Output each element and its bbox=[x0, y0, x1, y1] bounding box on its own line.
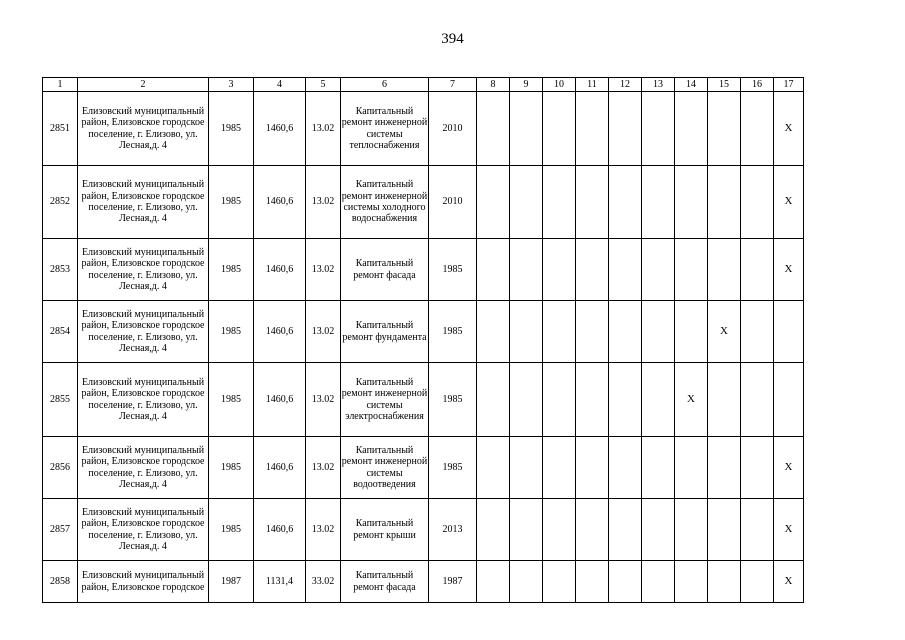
area-cell: 1460,6 bbox=[254, 239, 306, 301]
work-year-cell: 2013 bbox=[429, 499, 477, 561]
mark-cell bbox=[675, 239, 708, 301]
row-number-cell: 2852 bbox=[43, 166, 78, 239]
column-number-header: 15 bbox=[708, 78, 741, 92]
mark-cell bbox=[675, 437, 708, 499]
mark-cell bbox=[510, 166, 543, 239]
work-type-cell: Капитальный ремонт крыши bbox=[341, 499, 429, 561]
area-cell: 1131,4 bbox=[254, 561, 306, 603]
mark-cell bbox=[543, 437, 576, 499]
mark-cell bbox=[609, 92, 642, 166]
column-number-header: 6 bbox=[341, 78, 429, 92]
mark-cell bbox=[741, 363, 774, 437]
table-row bbox=[43, 437, 804, 499]
mark-cell bbox=[741, 166, 774, 239]
work-type-cell: Капитальный ремонт фасада bbox=[341, 561, 429, 603]
address-cell: Елизовский муниципальный район, Елизовское городское поселение, г. Елизово, ул. Лесная,д. 4 bbox=[78, 437, 209, 499]
mark-cell bbox=[510, 363, 543, 437]
mark-cell bbox=[741, 301, 774, 363]
mark-cell bbox=[510, 437, 543, 499]
row-number-cell: 2857 bbox=[43, 499, 78, 561]
mark-cell bbox=[543, 499, 576, 561]
address-cell: Елизовский муниципальный район, Елизовское городское bbox=[78, 561, 209, 603]
year-built-cell: 1985 bbox=[209, 92, 254, 166]
mark-cell bbox=[576, 239, 609, 301]
column-number-header: 7 bbox=[429, 78, 477, 92]
work-year-cell: 1985 bbox=[429, 363, 477, 437]
area-cell: 1460,6 bbox=[254, 92, 306, 166]
mark-cell: X bbox=[774, 561, 804, 603]
mark-cell bbox=[510, 239, 543, 301]
mark-cell bbox=[477, 561, 510, 603]
work-year-cell: 1987 bbox=[429, 561, 477, 603]
mark-cell bbox=[708, 561, 741, 603]
mark-cell: X bbox=[774, 239, 804, 301]
row-number-cell: 2855 bbox=[43, 363, 78, 437]
mark-cell bbox=[609, 499, 642, 561]
column-number-header: 17 bbox=[774, 78, 804, 92]
mark-cell bbox=[543, 561, 576, 603]
work-year-cell: 2010 bbox=[429, 166, 477, 239]
mark-cell bbox=[642, 92, 675, 166]
mark-cell bbox=[642, 239, 675, 301]
mark-cell bbox=[675, 166, 708, 239]
mark-cell bbox=[477, 301, 510, 363]
mark-cell bbox=[477, 166, 510, 239]
work-year-cell: 2010 bbox=[429, 92, 477, 166]
column-number-header: 9 bbox=[510, 78, 543, 92]
work-year-cell: 1985 bbox=[429, 239, 477, 301]
table-row bbox=[43, 301, 804, 363]
mark-cell bbox=[708, 92, 741, 166]
work-type-cell: Капитальный ремонт фундамента bbox=[341, 301, 429, 363]
work-type-cell: Капитальный ремонт инженерной системы водоотведения bbox=[341, 437, 429, 499]
address-cell: Елизовский муниципальный район, Елизовское городское поселение, г. Елизово, ул. Лесная,д. 4 bbox=[78, 499, 209, 561]
mark-cell bbox=[477, 437, 510, 499]
mark-cell bbox=[642, 499, 675, 561]
mark-cell bbox=[609, 301, 642, 363]
column-number-header: 13 bbox=[642, 78, 675, 92]
mark-cell bbox=[642, 363, 675, 437]
mark-cell bbox=[774, 363, 804, 437]
mark-cell bbox=[774, 301, 804, 363]
mark-cell bbox=[576, 499, 609, 561]
mark-cell bbox=[609, 561, 642, 603]
mark-cell bbox=[708, 239, 741, 301]
mark-cell: X bbox=[774, 499, 804, 561]
mark-cell bbox=[642, 301, 675, 363]
area-cell: 1460,6 bbox=[254, 363, 306, 437]
row-number-cell: 2851 bbox=[43, 92, 78, 166]
work-type-cell: Капитальный ремонт инженерной системы теплоснабжения bbox=[341, 92, 429, 166]
table-row bbox=[43, 561, 804, 603]
column-number-header: 3 bbox=[209, 78, 254, 92]
code-cell: 13.02 bbox=[306, 363, 341, 437]
column-number-header: 11 bbox=[576, 78, 609, 92]
code-cell: 13.02 bbox=[306, 437, 341, 499]
mark-cell bbox=[675, 92, 708, 166]
mark-cell bbox=[510, 301, 543, 363]
mark-cell bbox=[642, 437, 675, 499]
column-number-header: 8 bbox=[477, 78, 510, 92]
mark-cell bbox=[510, 499, 543, 561]
column-number-header: 10 bbox=[543, 78, 576, 92]
mark-cell bbox=[543, 301, 576, 363]
mark-cell bbox=[543, 239, 576, 301]
column-number-header: 16 bbox=[741, 78, 774, 92]
mark-cell bbox=[741, 92, 774, 166]
mark-cell bbox=[543, 92, 576, 166]
page-number: 394 bbox=[441, 31, 464, 47]
year-built-cell: 1985 bbox=[209, 166, 254, 239]
area-cell: 1460,6 bbox=[254, 437, 306, 499]
mark-cell bbox=[741, 561, 774, 603]
mark-cell: X bbox=[774, 437, 804, 499]
mark-cell bbox=[741, 499, 774, 561]
row-number-cell: 2853 bbox=[43, 239, 78, 301]
mark-cell bbox=[576, 92, 609, 166]
mark-cell bbox=[576, 437, 609, 499]
mark-cell bbox=[510, 92, 543, 166]
header-row bbox=[43, 78, 804, 92]
mark-cell bbox=[510, 561, 543, 603]
address-cell: Елизовский муниципальный район, Елизовское городское поселение, г. Елизово, ул. Лесная,д. 4 bbox=[78, 301, 209, 363]
mark-cell bbox=[708, 437, 741, 499]
mark-cell bbox=[477, 92, 510, 166]
code-cell: 13.02 bbox=[306, 301, 341, 363]
mark-cell bbox=[576, 166, 609, 239]
address-cell: Елизовский муниципальный район, Елизовское городское поселение, г. Елизово, ул. Лесная,д. 4 bbox=[78, 239, 209, 301]
mark-cell bbox=[675, 301, 708, 363]
code-cell: 13.02 bbox=[306, 239, 341, 301]
row-number-cell: 2854 bbox=[43, 301, 78, 363]
work-year-cell: 1985 bbox=[429, 301, 477, 363]
mark-cell: X bbox=[774, 92, 804, 166]
row-number-cell: 2858 bbox=[43, 561, 78, 603]
address-cell: Елизовский муниципальный район, Елизовское городское поселение, г. Елизово, ул. Лесная,д. 4 bbox=[78, 166, 209, 239]
mark-cell bbox=[642, 166, 675, 239]
work-year-cell: 1985 bbox=[429, 437, 477, 499]
mark-cell: X bbox=[774, 166, 804, 239]
table-row bbox=[43, 239, 804, 301]
mark-cell bbox=[741, 239, 774, 301]
mark-cell bbox=[477, 499, 510, 561]
column-number-header: 12 bbox=[609, 78, 642, 92]
year-built-cell: 1987 bbox=[209, 561, 254, 603]
work-type-cell: Капитальный ремонт инженерной системы холодного водоснабжения bbox=[341, 166, 429, 239]
table-row bbox=[43, 499, 804, 561]
mark-cell bbox=[675, 561, 708, 603]
mark-cell: X bbox=[675, 363, 708, 437]
column-number-header: 5 bbox=[306, 78, 341, 92]
table-body bbox=[43, 78, 804, 603]
year-built-cell: 1985 bbox=[209, 499, 254, 561]
mark-cell bbox=[609, 239, 642, 301]
work-type-cell: Капитальный ремонт инженерной системы электроснабжения bbox=[341, 363, 429, 437]
mark-cell bbox=[576, 561, 609, 603]
mark-cell bbox=[642, 561, 675, 603]
mark-cell bbox=[477, 239, 510, 301]
mark-cell: X bbox=[708, 301, 741, 363]
column-number-header: 14 bbox=[675, 78, 708, 92]
code-cell: 13.02 bbox=[306, 92, 341, 166]
repair-schedule-table bbox=[42, 77, 804, 603]
area-cell: 1460,6 bbox=[254, 166, 306, 239]
code-cell: 13.02 bbox=[306, 166, 341, 239]
column-number-header: 4 bbox=[254, 78, 306, 92]
mark-cell bbox=[708, 166, 741, 239]
column-number-header: 2 bbox=[78, 78, 209, 92]
column-number-header: 1 bbox=[43, 78, 78, 92]
code-cell: 33.02 bbox=[306, 561, 341, 603]
row-number-cell: 2856 bbox=[43, 437, 78, 499]
address-cell: Елизовский муниципальный район, Елизовское городское поселение, г. Елизово, ул. Лесная,д. 4 bbox=[78, 363, 209, 437]
mark-cell bbox=[708, 363, 741, 437]
mark-cell bbox=[576, 363, 609, 437]
area-cell: 1460,6 bbox=[254, 301, 306, 363]
mark-cell bbox=[741, 437, 774, 499]
table-row bbox=[43, 166, 804, 239]
work-type-cell: Капитальный ремонт фасада bbox=[341, 239, 429, 301]
mark-cell bbox=[708, 499, 741, 561]
mark-cell bbox=[543, 363, 576, 437]
year-built-cell: 1985 bbox=[209, 437, 254, 499]
year-built-cell: 1985 bbox=[209, 301, 254, 363]
mark-cell bbox=[543, 166, 576, 239]
year-built-cell: 1985 bbox=[209, 363, 254, 437]
table-row bbox=[43, 92, 804, 166]
year-built-cell: 1985 bbox=[209, 239, 254, 301]
mark-cell bbox=[609, 166, 642, 239]
mark-cell bbox=[477, 363, 510, 437]
mark-cell bbox=[576, 301, 609, 363]
table-row bbox=[43, 363, 804, 437]
area-cell: 1460,6 bbox=[254, 499, 306, 561]
address-cell: Елизовский муниципальный район, Елизовское городское поселение, г. Елизово, ул. Лесная,д. 4 bbox=[78, 92, 209, 166]
mark-cell bbox=[675, 499, 708, 561]
mark-cell bbox=[609, 437, 642, 499]
code-cell: 13.02 bbox=[306, 499, 341, 561]
mark-cell bbox=[609, 363, 642, 437]
